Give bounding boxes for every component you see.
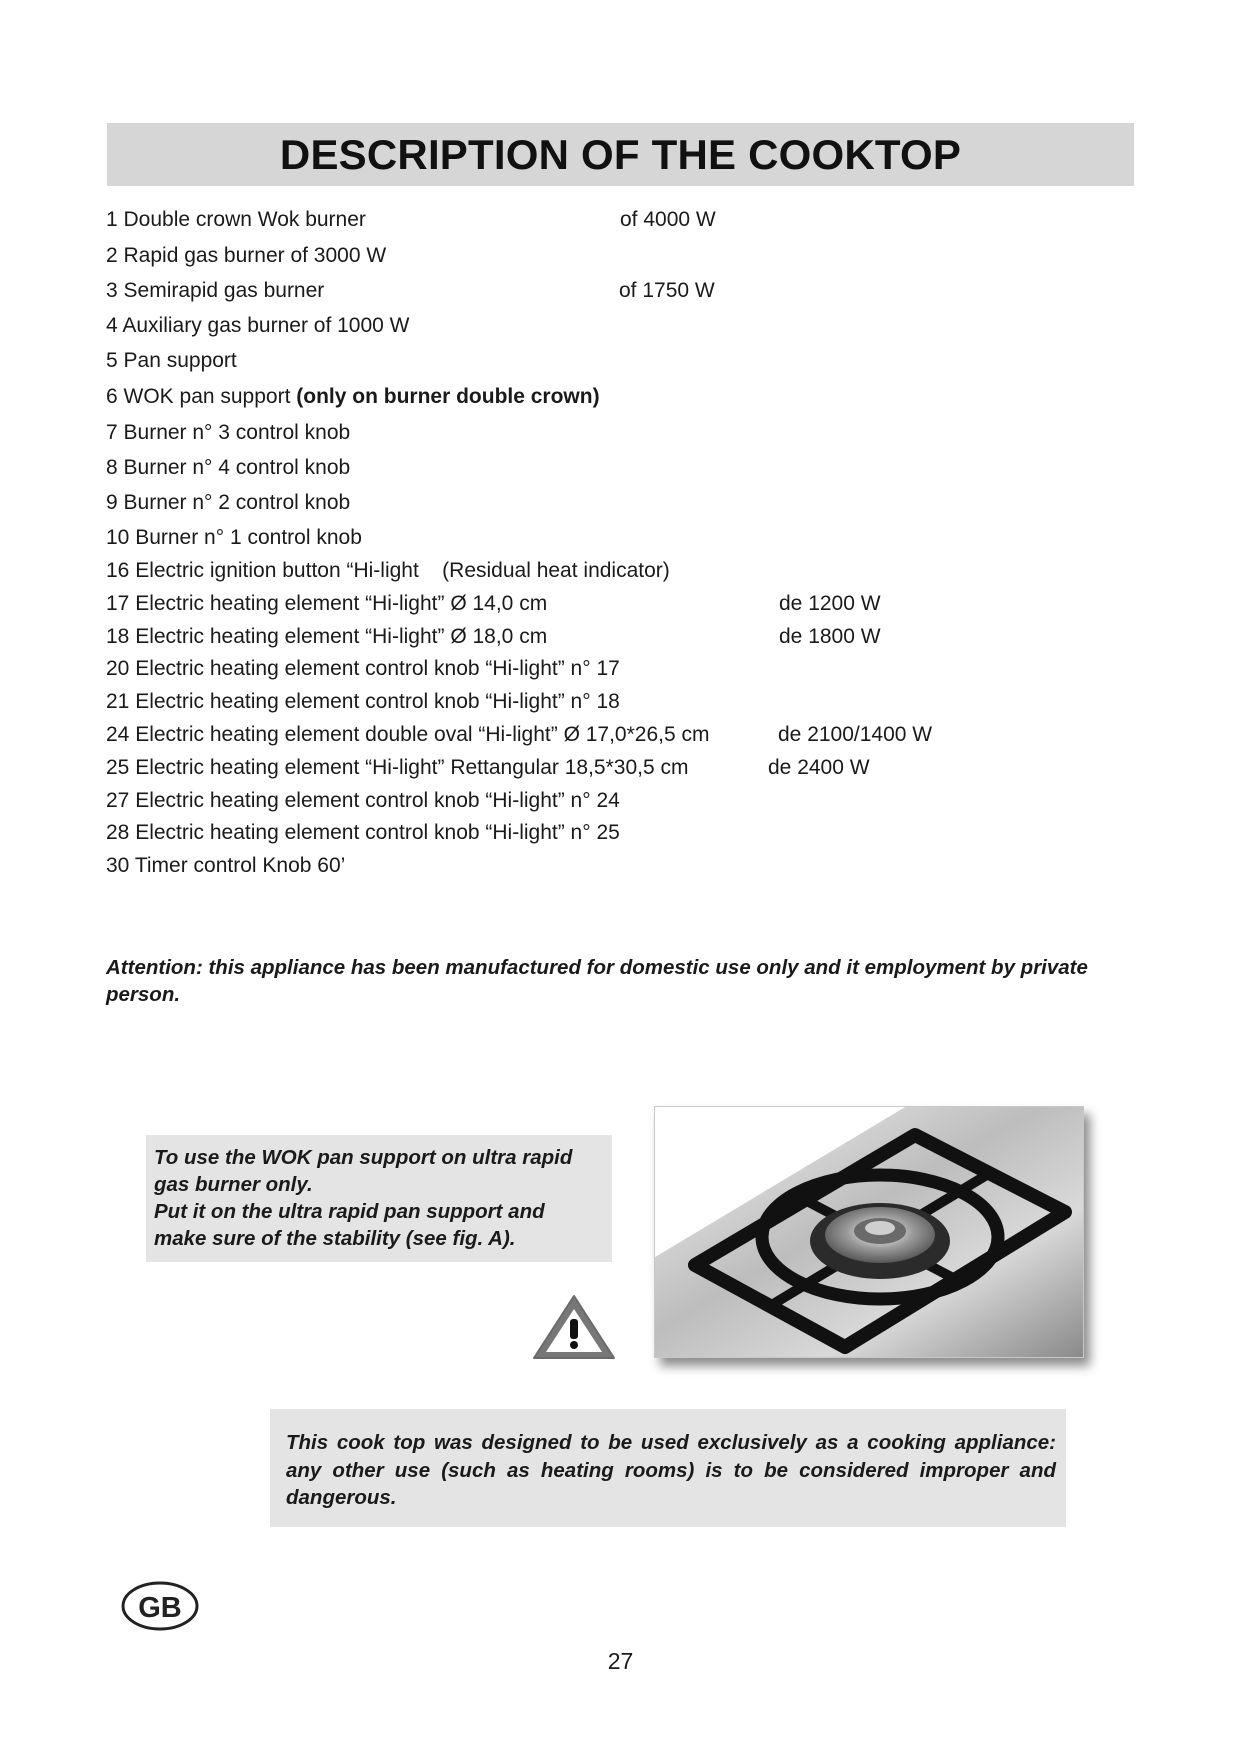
- item-value: de 2400 W: [768, 756, 870, 779]
- item-value: de 2100/1400 W: [778, 723, 933, 746]
- list-item: [106, 455, 350, 481]
- wok-note-line: Put it on the ultra rapid pan support and: [154, 1200, 545, 1223]
- usage-warning-note: [270, 1409, 1066, 1527]
- item-label: 5 Pan support: [106, 349, 237, 372]
- list-item: [106, 313, 410, 339]
- item-label: 7 Burner n° 3 control knob: [106, 421, 351, 444]
- list-item: [106, 689, 620, 715]
- country-badge: [120, 1580, 200, 1632]
- list-item: [106, 656, 620, 682]
- item-label-bold: (only on burner double crown): [296, 385, 600, 408]
- list-item: [106, 591, 881, 617]
- item-label: 6 WOK pan support: [106, 385, 297, 408]
- item-label: 9 Burner n° 2 control knob: [106, 491, 351, 514]
- item-label: 3 Semirapid gas burner: [106, 279, 325, 302]
- item-label: 10 Burner n° 1 control knob: [106, 526, 362, 549]
- list-item: [106, 348, 237, 374]
- usage-note-text: This cook top was designed to be used exclusively as a cooking appliance: any other use (such as heating rooms) is to be considered improper and dangerous.: [286, 1431, 1056, 1509]
- item-value: de 1800 W: [779, 625, 881, 648]
- item-label: 21 Electric heating element control knob “Hi-light” n° 18: [106, 690, 620, 713]
- wok-note-line: make sure of the stability (see fig. A).: [154, 1227, 516, 1250]
- list-item: [106, 788, 620, 814]
- item-value: of 4000 W: [620, 208, 716, 231]
- wok-burner-illustration: [655, 1107, 1083, 1357]
- wok-support-note: [146, 1135, 612, 1262]
- wok-note-line: gas burner only.: [154, 1173, 313, 1196]
- item-value: of 1750 W: [619, 279, 715, 302]
- attention-notice: Attention: this appliance has been manufactured for domestic use only and it employment by private person.: [106, 956, 1088, 1006]
- list-item: [106, 207, 716, 233]
- list-item: [106, 853, 345, 879]
- item-label: 4 Auxiliary gas burner of 1000 W: [106, 314, 410, 337]
- list-item: [106, 820, 620, 846]
- item-label: 16 Electric ignition button “Hi-light (Residual heat indicator): [106, 559, 670, 582]
- page-number: 27: [607, 1648, 634, 1674]
- item-value: de 1200 W: [779, 592, 881, 615]
- item-label: 2 Rapid gas burner of 3000 W: [106, 244, 387, 267]
- item-label: 8 Burner n° 4 control knob: [106, 456, 351, 479]
- item-label: 25 Electric heating element “Hi-light” Rettangular 18,5*30,5 cm: [106, 756, 689, 779]
- warning-icon: [530, 1292, 618, 1362]
- list-item: [106, 558, 670, 584]
- title-bar: [107, 123, 1134, 186]
- wok-burner-photo: [654, 1106, 1084, 1358]
- item-label: 24 Electric heating element double oval “Hi-light” Ø 17,0*26,5 cm: [106, 723, 710, 746]
- wok-note-line: To use the WOK pan support on ultra rapid: [154, 1146, 573, 1169]
- item-label: 27 Electric heating element control knob “Hi-light” n° 24: [106, 789, 620, 812]
- badge-label: GB: [138, 1592, 182, 1624]
- list-item: [106, 490, 350, 516]
- list-item: [106, 755, 870, 781]
- list-item: [106, 420, 350, 446]
- list-item: [106, 722, 933, 748]
- list-item: [106, 278, 715, 304]
- item-label: 20 Electric heating element control knob “Hi-light” n° 17: [106, 657, 620, 680]
- item-label: 1 Double crown Wok burner: [106, 208, 366, 231]
- item-label: 17 Electric heating element “Hi-light” Ø 14,0 cm: [106, 592, 548, 615]
- list-item: [106, 384, 600, 410]
- page-title: DESCRIPTION OF THE COOKTOP: [279, 131, 962, 178]
- item-label: 30 Timer control Knob 60’: [106, 854, 346, 877]
- list-item: [106, 624, 881, 650]
- list-item: [106, 525, 362, 551]
- item-label: 28 Electric heating element control knob “Hi-light” n° 25: [106, 821, 620, 844]
- list-item: [106, 243, 386, 269]
- item-label: 18 Electric heating element “Hi-light” Ø 18,0 cm: [106, 625, 548, 648]
